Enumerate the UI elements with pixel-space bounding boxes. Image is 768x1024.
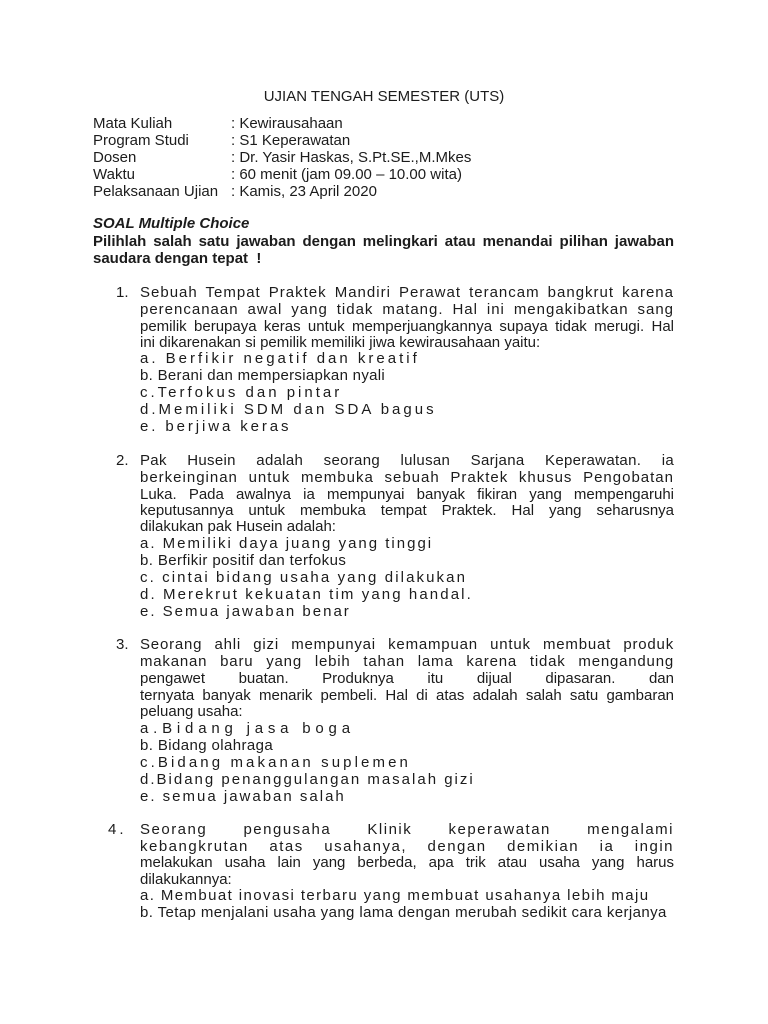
question-number: 1.: [116, 284, 129, 301]
question-text-line: melakukan usaha lain yang berbeda, apa trik atau usaha yang harus: [140, 854, 674, 871]
page-title: UJIAN TENGAH SEMESTER (UTS): [263, 88, 505, 105]
question-text-line: Seorang ahli gizi mempunyai kemampuan untuk membuat produk: [140, 636, 674, 653]
answer-option-a: a.Bidang jasa boga: [140, 720, 355, 737]
question-number: 3.: [116, 636, 129, 653]
question-text-line: dilakukannya:: [140, 871, 232, 888]
answer-option-c: c.Bidang makanan suplemen: [140, 754, 411, 771]
answer-option-b: b. Bidang olahraga: [140, 737, 274, 754]
answer-option-b: b. Berani dan mempersiapkan nyali: [140, 367, 386, 384]
question-text-line: kebangkrutan atas usahanya, dengan demikian ia ingin: [140, 838, 674, 855]
question-text-line: perencanaan awal yang tidak matang. Hal ini mengakibatkan sang: [140, 301, 674, 318]
instruction-line: Pilihlah salah satu jawaban dengan melingkari atau menandai pilihan jawaban: [93, 233, 674, 250]
answer-option-b: b. Berfikir positif dan terfokus: [140, 552, 347, 569]
info-label-course: Mata Kuliah: [93, 115, 173, 132]
question-text-line: Sebuah Tempat Praktek Mandiri Perawat terancam bangkrut karena: [140, 284, 674, 301]
question-text-line: Luka. Pada awalnya ia mempunyai banyak fikiran yang mempengaruhi: [140, 486, 674, 503]
question-text-line: Pak Husein adalah seorang lulusan Sarjana Keperawatan. ia: [140, 452, 674, 469]
question-text-line: Seorang pengusaha Klinik keperawatan mengalami: [140, 821, 674, 838]
answer-option-d: d. Merekrut kekuatan tim yang handal.: [140, 586, 473, 603]
question-text-line: berkeinginan untuk membuka sebuah Praktek khusus Pengobatan: [140, 469, 674, 486]
answer-option-e: e. semua jawaban salah: [140, 788, 346, 805]
question-text-line: ini dikarenakan si pemilik memiliki jiwa kewirausahaan yaitu:: [140, 334, 541, 351]
info-label-program: Program Studi: [93, 132, 189, 149]
question-text-line: makanan baru yang lebih tahan lama karena tidak mengandung: [140, 653, 674, 670]
answer-option-a: a. Membuat inovasi terbaru yang membuat usahanya lebih maju: [140, 887, 650, 904]
info-label-time: Waktu: [93, 166, 135, 183]
answer-option-a: a. Berfikir negatif dan kreatif: [140, 350, 420, 367]
question-text-line: dilakukan pak Husein adalah:: [140, 518, 336, 535]
section-heading: SOAL Multiple Choice: [93, 215, 250, 232]
info-label-date: Pelaksanaan Ujian: [93, 183, 219, 200]
answer-option-d: d.Memiliki SDM dan SDA bagus: [140, 401, 437, 418]
info-value-course: : Kewirausahaan: [231, 115, 343, 132]
answer-option-b: b. Tetap menjalani usaha yang lama dengan merubah sedikit cara kerjanya: [140, 904, 667, 921]
info-value-lecturer: : Dr. Yasir Haskas, S.Pt.SE.,M.Mkes: [231, 149, 472, 166]
question-text-line: pemilik berupaya keras untuk memperjuangkannya supaya tidak merugi. Hal: [140, 318, 674, 335]
answer-option-e: e. Semua jawaban benar: [140, 603, 351, 620]
info-value-date: : Kamis, 23 April 2020: [231, 183, 377, 200]
instruction-line: saudara dengan tepat !: [93, 250, 262, 267]
answer-option-a: a. Memiliki daya juang yang tinggi: [140, 535, 434, 552]
info-value-time: : 60 menit (jam 09.00 – 10.00 wita): [231, 166, 462, 183]
info-value-program: : S1 Keperawatan: [231, 132, 351, 149]
answer-option-c: c.Terfokus dan pintar: [140, 384, 343, 401]
question-number: 4.: [108, 821, 127, 838]
question-text-line: peluang usaha:: [140, 703, 243, 720]
answer-option-c: c. cintai bidang usaha yang dilakukan: [140, 569, 468, 586]
answer-option-d: d.Bidang penanggulangan masalah gizi: [140, 771, 475, 788]
answer-option-e: e. berjiwa keras: [140, 418, 292, 435]
question-text-line: ternyata banyak menarik pembeli. Hal di atas adalah salah satu gambaran: [140, 687, 674, 704]
question-number: 2.: [116, 452, 129, 469]
question-text-line: keputusannya untuk membuka tempat Praktek. Hal yang seharusnya: [140, 502, 674, 519]
question-text-line: pengawet buatan. Produknya itu dijual dipasaran. dan: [140, 670, 674, 687]
info-label-lecturer: Dosen: [93, 149, 137, 166]
